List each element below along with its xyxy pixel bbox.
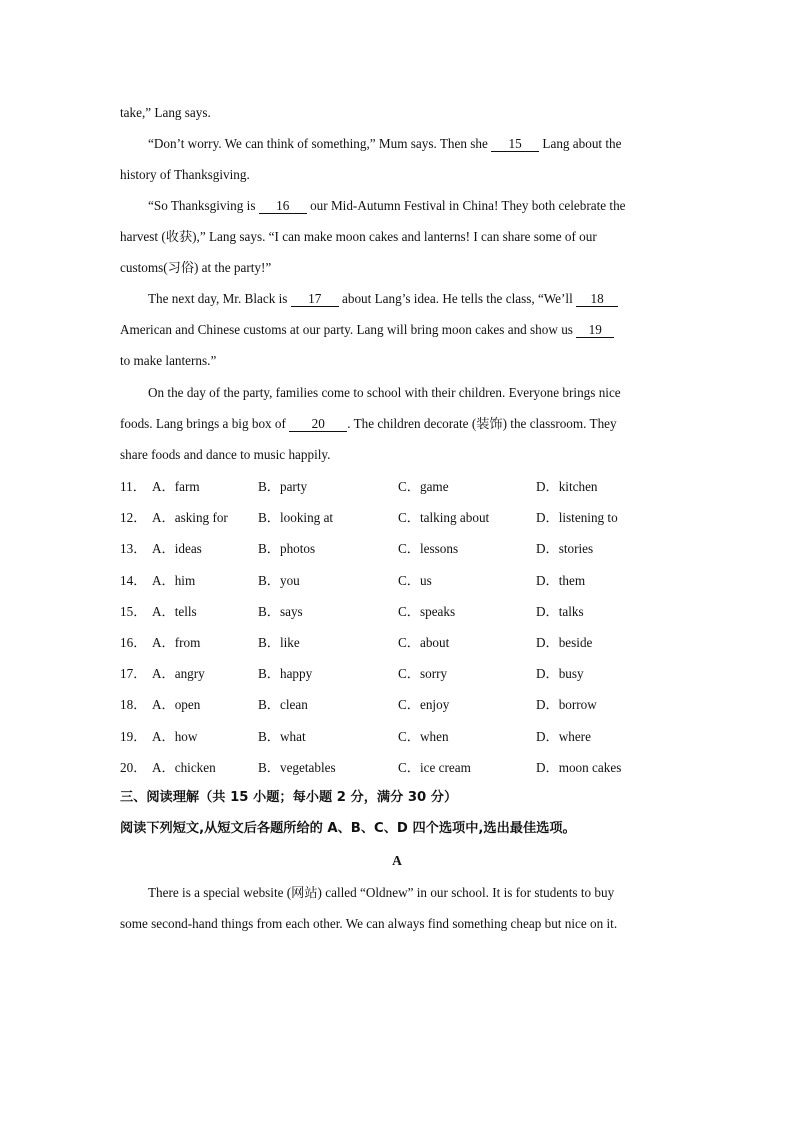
option-b: B．photos bbox=[258, 541, 316, 556]
option-d: D．them bbox=[536, 573, 586, 588]
question-number: 16． bbox=[120, 635, 147, 650]
option-b: B．what bbox=[258, 729, 306, 744]
option-d: D．listening to bbox=[536, 510, 618, 525]
question-number: 12． bbox=[120, 510, 147, 525]
question-number: 18． bbox=[120, 697, 147, 712]
question-number: 17． bbox=[120, 666, 147, 681]
blank-18: 18 bbox=[576, 292, 618, 307]
passage-line bbox=[148, 290, 671, 308]
option-a: A．tells bbox=[152, 604, 197, 619]
passage-line: On the day of the party, families come to school with their children. Everyone brings nice bbox=[148, 385, 621, 400]
blank-17: 17 bbox=[291, 292, 339, 307]
option-a: A．ideas bbox=[152, 541, 202, 556]
option-b: B．happy bbox=[258, 666, 313, 681]
question-number: 15． bbox=[120, 604, 147, 619]
option-d: D．kitchen bbox=[536, 479, 598, 494]
option-d: D．moon cakes bbox=[536, 760, 622, 775]
blank-20: 20 bbox=[289, 417, 347, 432]
passage-text: Lang about the bbox=[539, 136, 622, 151]
question-number: 13． bbox=[120, 541, 147, 556]
option-c: C．talking about bbox=[398, 510, 490, 525]
passage-line bbox=[148, 135, 671, 153]
passage-line: take,” Lang says. bbox=[120, 105, 211, 120]
question-number: 20． bbox=[120, 760, 147, 775]
passage-line: to make lanterns.” bbox=[120, 353, 217, 368]
option-c: C．about bbox=[398, 635, 450, 650]
option-d: D．where bbox=[536, 729, 591, 744]
option-b: B．says bbox=[258, 604, 303, 619]
option-b: B．party bbox=[258, 479, 308, 494]
reading-line: There is a special website (网站) called “Oldnew” in our school. It is for students to buy bbox=[148, 885, 615, 900]
option-a: A．farm bbox=[152, 479, 200, 494]
passage-text: The next day, Mr. Black is bbox=[148, 291, 291, 306]
passage-line bbox=[120, 415, 671, 433]
option-c: C．us bbox=[398, 573, 432, 588]
option-a: A．open bbox=[152, 697, 201, 712]
passage-line: share foods and dance to music happily. bbox=[120, 447, 331, 462]
blank-19: 19 bbox=[576, 323, 614, 338]
option-c: C．enjoy bbox=[398, 697, 450, 712]
blank-16: 16 bbox=[259, 199, 307, 214]
passage-text: . The children decorate (装饰) the classroom. They bbox=[347, 416, 617, 431]
option-b: B．vegetables bbox=[258, 760, 336, 775]
option-a: A．how bbox=[152, 729, 198, 744]
option-d: D．beside bbox=[536, 635, 593, 650]
passage-text: American and Chinese customs at our party. Lang will bring moon cakes and show us bbox=[120, 322, 577, 337]
passage-line: harvest (收获),” Lang says. “I can make moon cakes and lanterns! I can share some of our bbox=[120, 229, 597, 244]
option-b: B．like bbox=[258, 635, 300, 650]
section-heading: 三、阅读理解（共 15 小题；每小题 2 分，满分 30 分） bbox=[120, 790, 458, 805]
passage-text: “Don’t worry. We can think of something,” Mum says. Then she bbox=[148, 136, 492, 151]
option-a: A．chicken bbox=[152, 760, 216, 775]
question-number: 19． bbox=[120, 729, 147, 744]
option-d: D．talks bbox=[536, 604, 584, 619]
option-a: A．angry bbox=[152, 666, 205, 681]
option-c: C．ice cream bbox=[398, 760, 471, 775]
blank-15: 15 bbox=[491, 137, 539, 152]
option-a: A．him bbox=[152, 573, 196, 588]
question-number: 11． bbox=[120, 479, 146, 494]
passage-line: customs(习俗) at the party!” bbox=[120, 260, 272, 275]
passage-line bbox=[120, 321, 671, 339]
option-b: B．you bbox=[258, 573, 300, 588]
option-d: D．borrow bbox=[536, 697, 597, 712]
reading-line: some second-hand things from each other. We can always find something cheap but nice on it. bbox=[120, 916, 618, 931]
passage-line: history of Thanksgiving. bbox=[120, 167, 250, 182]
option-c: C．lessons bbox=[398, 541, 459, 556]
option-c: C．when bbox=[398, 729, 449, 744]
option-a: A．asking for bbox=[152, 510, 228, 525]
passage-line bbox=[148, 197, 671, 215]
option-c: C．game bbox=[398, 479, 449, 494]
option-d: D．stories bbox=[536, 541, 594, 556]
option-b: B．clean bbox=[258, 697, 308, 712]
option-c: C．speaks bbox=[398, 604, 456, 619]
option-b: B．looking at bbox=[258, 510, 334, 525]
passage-text: foods. Lang brings a big box of bbox=[120, 416, 290, 431]
question-number: 14． bbox=[120, 573, 147, 588]
passage-text: “So Thanksgiving is bbox=[148, 198, 259, 213]
passage-text: our Mid-Autumn Festival in China! They both celebrate the bbox=[306, 198, 626, 213]
passage-text: about Lang’s idea. He tells the class, “We’ll bbox=[338, 291, 577, 306]
part-label: A bbox=[392, 853, 402, 868]
section-instruction: 阅读下列短文,从短文后各题所给的 A、B、C、D 四个选项中,选出最佳选项。 bbox=[120, 821, 576, 836]
option-c: C．sorry bbox=[398, 666, 448, 681]
option-d: D．busy bbox=[536, 666, 584, 681]
option-a: A．from bbox=[152, 635, 201, 650]
